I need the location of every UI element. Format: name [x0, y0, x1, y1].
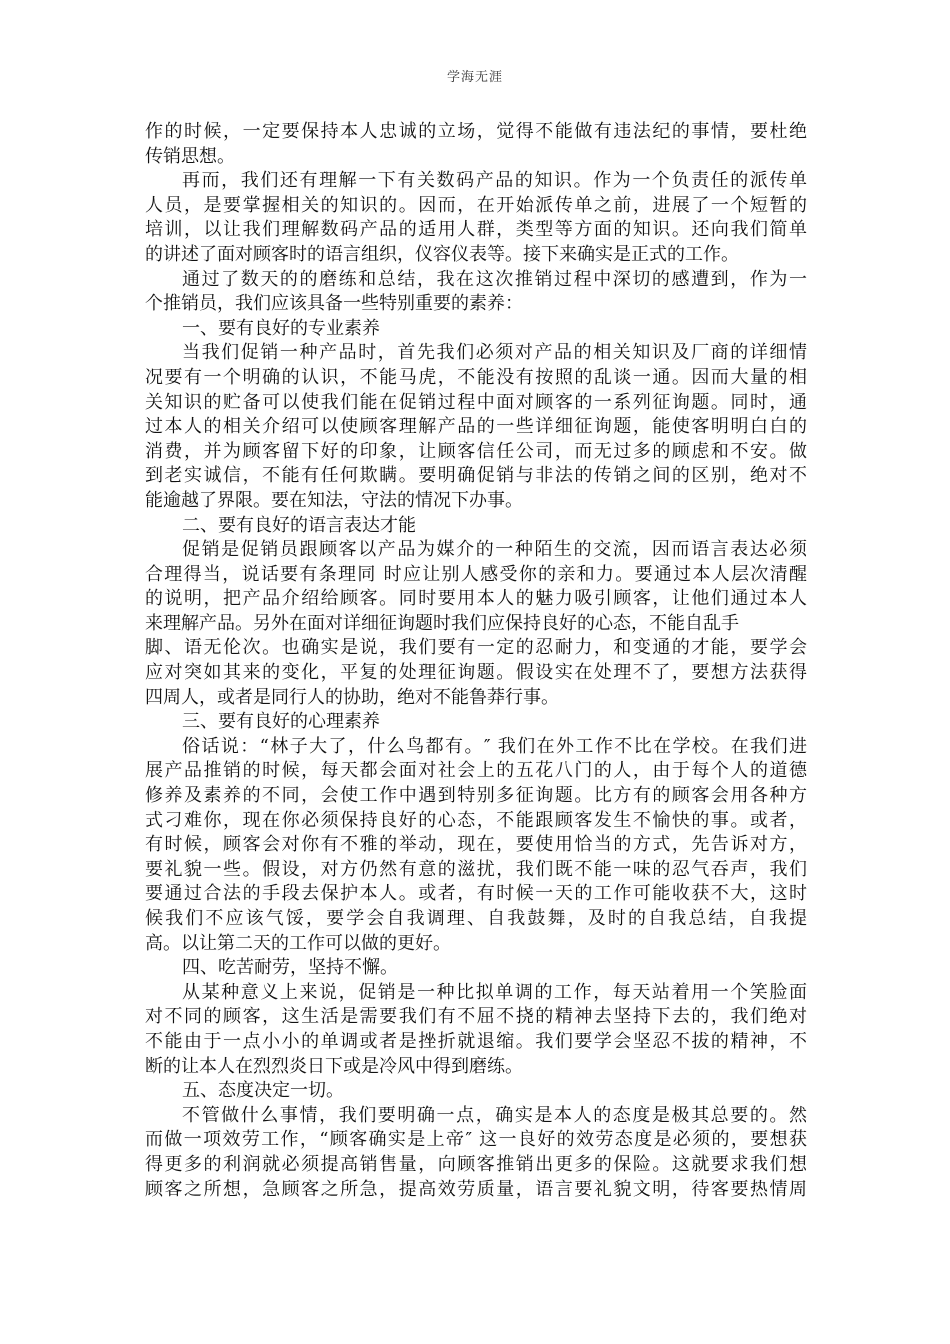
text-line: 断的让本人在烈烈炎日下或是冷风中得到磨练。	[145, 1055, 523, 1077]
text-line: 培训，以让我们理解数码产品的适用人群，类型等方面的知识。还向我们简单	[145, 219, 807, 241]
text-line: 候我们不应该气馁，要学会自我调理、自我鼓舞，及时的自我总结，自我提	[145, 908, 807, 929]
text-line: 一、要有良好的专业素养	[182, 317, 380, 339]
text-line: 关知识的贮备可以使我们能在促销过程中面对顾客的一系列征询题。同时，通	[145, 391, 807, 413]
text-line: 的说明，把产品介绍给顾客。同时要用本人的魅力吸引顾客，让他们通过本人	[145, 588, 807, 610]
text-line: 高。以让第二天的工作可以做的更好。	[145, 932, 451, 954]
text-line: 的讲述了面对顾客时的语言组织，仪容仪表等。接下来确实是正式的工作。	[145, 243, 739, 265]
text-line: 再而，我们还有理解一下有关数码产品的知识。作为一个负责任的派传单	[182, 170, 807, 192]
text-line: 三、要有良好的心理素养	[182, 711, 380, 733]
text-line: 修养及素养的不同，会使工作中遇到特别多征询题。比方有的顾客会用各种方	[145, 785, 807, 807]
text-line: 而做一项效劳工作，“顾客确实是上帝″ 这一良好的效劳态度是必须的，要想获	[145, 1129, 807, 1151]
text-line: 个推销员，我们应该具备一些特别重要的素养：	[145, 293, 523, 315]
document-body	[145, 120, 807, 1202]
text-line: 来理解产品。另外在面对详细征询题时我们应保持良好的心态，不能自乱手	[145, 612, 739, 634]
text-line: 从某种意义上来说，促销是一种比拟单调的工作，每天站着用一个笑脸面	[182, 981, 807, 1003]
text-line: 对不同的顾客，这生活是需要我们有不屈不挠的精神去坚持下去的，我们绝对	[145, 1006, 807, 1028]
text-line: 俗话说：“林子大了，什么鸟都有。″ 我们在外工作不比在学校。在我们进	[182, 735, 807, 757]
text-line: 要礼貌一些。假设，对方仍然有意的滋扰，我们既不能一味的忍气吞声，我们	[145, 858, 807, 880]
text-line: 要通过合法的手段去保护本人。或者，有时候一天的工作可能收获不大，这时	[145, 883, 807, 905]
text-line: 脚、语无伦次。也确实是说，我们要有一定的忍耐力，和变通的才能，要学会	[145, 637, 807, 659]
text-line: 顾客之所想，急顾客之所急，提高效劳质量，语言要礼貌文明，待客要热情周	[145, 1178, 807, 1200]
text-line: 二、要有良好的语言表达才能	[182, 514, 416, 536]
text-line: 四、吃苦耐劳，坚持不懈。	[182, 957, 398, 979]
page-header: 学海无涯	[446, 70, 503, 85]
text-line: 式刁难你，现在你必须保持良好的心态，不能跟顾客发生不愉快的事。或者，	[145, 809, 807, 831]
text-line: 不管做什么事情，我们要明确一点，确实是本人的态度是极其总要的。然	[182, 1104, 807, 1126]
text-line: 有时候，顾客会对你有不雅的举动，现在，要使用恰当的方式，先告诉对方，	[145, 834, 807, 856]
text-line: 传销思想。	[145, 145, 235, 167]
text-line: 消费，并为顾客留下好的印象，让顾客信任公司，而无过多的顾虑和不安。做	[145, 440, 807, 462]
text-line: 到老实诚信，不能有任何欺瞒。要明确促销与非法的传销之间的区别，绝对不	[145, 465, 807, 487]
text-line: 得更多的利润就必须提高销售量，向顾客推销出更多的保险。这就要求我们想	[145, 1153, 807, 1175]
text-line: 五、态度决定一切。	[182, 1080, 344, 1102]
text-line: 促销是促销员跟顾客以产品为媒介的一种陌生的交流，因而语言表达必须	[182, 539, 807, 561]
text-line: 合理得当，说话要有条理同 时应让别人感受你的亲和力。要通过本人层次清醒	[145, 563, 807, 585]
text-line: 过本人的相关介绍可以使顾客理解产品的一些详细征询题，能使客明明白白的	[145, 416, 807, 438]
text-line: 展产品推销的时候，每天都会面对社会上的五花八门的人，由于每个人的道德	[145, 760, 807, 782]
text-line: 通过了数天的的磨练和总结，我在这次推销过程中深切的感遭到，作为一	[182, 268, 807, 290]
text-line: 不能由于一点小小的单调或者是挫折就退缩。我们要学会坚忍不拔的精神，不	[145, 1030, 807, 1052]
text-line: 当我们促销一种产品时，首先我们必须对产品的相关知识及厂商的详细情	[182, 342, 807, 364]
text-line: 况要有一个明确的认识，不能马虎，不能没有按照的乱谈一通。因而大量的相	[145, 366, 807, 388]
text-line: 能逾越了界限。要在知法，守法的情况下办事。	[145, 489, 523, 511]
text-line: 四周人，或者是同行人的协助，绝对不能鲁莽行事。	[145, 686, 559, 708]
text-line: 作的时候，一定要保持本人忠诚的立场，觉得不能做有违法纪的事情，要杜绝	[145, 121, 807, 142]
text-line: 人员，是要掌握相关的知识的。因而，在开始派传单之前，进展了一个短暂的	[145, 194, 807, 216]
text-line: 应对突如其来的变化，平复的处理征询题。假设实在处理不了，要想方法获得	[145, 662, 807, 684]
